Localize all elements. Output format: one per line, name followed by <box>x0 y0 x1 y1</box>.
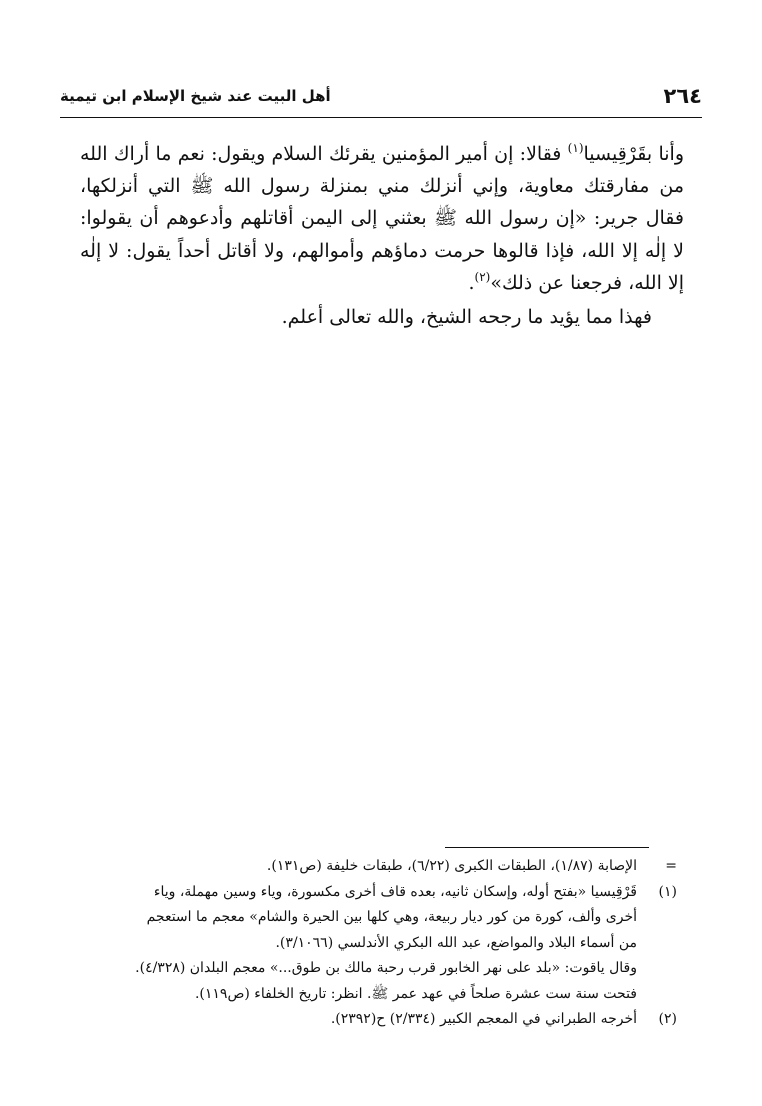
footnote-line: من أسماء البلاد والمواضع، عبد الله البكري الأندلسي (٣/١٠٦٦). <box>275 934 637 951</box>
body-paragraph <box>80 138 684 299</box>
main-text <box>80 138 684 333</box>
page-number: ٢٦٤ <box>663 84 702 108</box>
header-divider <box>60 117 702 118</box>
conclusion-paragraph: فهذا مما يؤيد ما رجحه الشيخ، والله تعالى أعلم. <box>281 306 652 329</box>
footnote-label: (١) <box>658 883 677 900</box>
footnote-line: الإصابة (١/٨٧)، الطبقات الكبرى (٦/٢٢)، طبقات خليفة (ص١٣١). <box>266 858 637 874</box>
footnote-label: (٢) <box>658 1011 677 1027</box>
footnote-line: أخرى وألف، كورة من كور ديار ربيعة، وهي كلها بين الحيرة والشام» معجم ما استعجم <box>146 909 637 925</box>
footnote-marker-2: (٢) <box>474 269 491 284</box>
footnote-line: قَرْقِيسيا «بفتح أوله، وإسكان ثانيه، بعده قاف أخرى مكسورة، وياء وسين مهملة، وياء <box>153 883 637 900</box>
footnote-line: فتحت سنة ست عشرة صلحاً في عهد عمر ﷺ. انظر: تاريخ الخلفاء (ص١١٩). <box>194 985 637 1002</box>
footnote-1 <box>76 880 677 1008</box>
footnotes <box>76 854 677 1033</box>
running-title: أهل البيت عند شيخ الإسلام ابن تيمية <box>60 87 331 105</box>
page-header <box>60 84 702 118</box>
body-text-segment: وأنا بقَرْقِيسيا <box>583 143 684 165</box>
footnote-divider <box>445 847 649 848</box>
footnote-line: أخرجه الطبراني في المعجم الكبير (٢/٣٣٤) ح(٢٣٩٢). <box>330 1011 637 1027</box>
footnote-2 <box>76 1007 677 1033</box>
footnote-label: = <box>665 858 677 874</box>
footnote-line: وقال ياقوت: «بلد على نهر الخابور قرب رحبة مالك بن طوق...» معجم البلدان (٤/٣٢٨). <box>135 960 637 976</box>
footnote-marker-1: (١) <box>567 141 584 155</box>
footnote-continuation <box>76 854 677 880</box>
body-text-segment: . <box>468 271 475 294</box>
body-text-segment: فقالا: إن أمير المؤمنين يقرئك السلام ويقول: نعم ما أراك الله من مفارقتك معاوية، وإني أنزلك مني بمنزلة رسول الله ﷺ التي أنزلكها، فقال جرير: «إن رسول الله ﷺ بعثني إلى اليمن أقاتلهم وأدعوهم أن يقولوا: لا إلٰه إلا الله، فإذا قالوها حرمت دماؤهم وأموالهم، ولا أقاتل أحداً يقول: لا إلٰه إلا الله، فرجعنا عن ذلك» <box>80 143 684 294</box>
